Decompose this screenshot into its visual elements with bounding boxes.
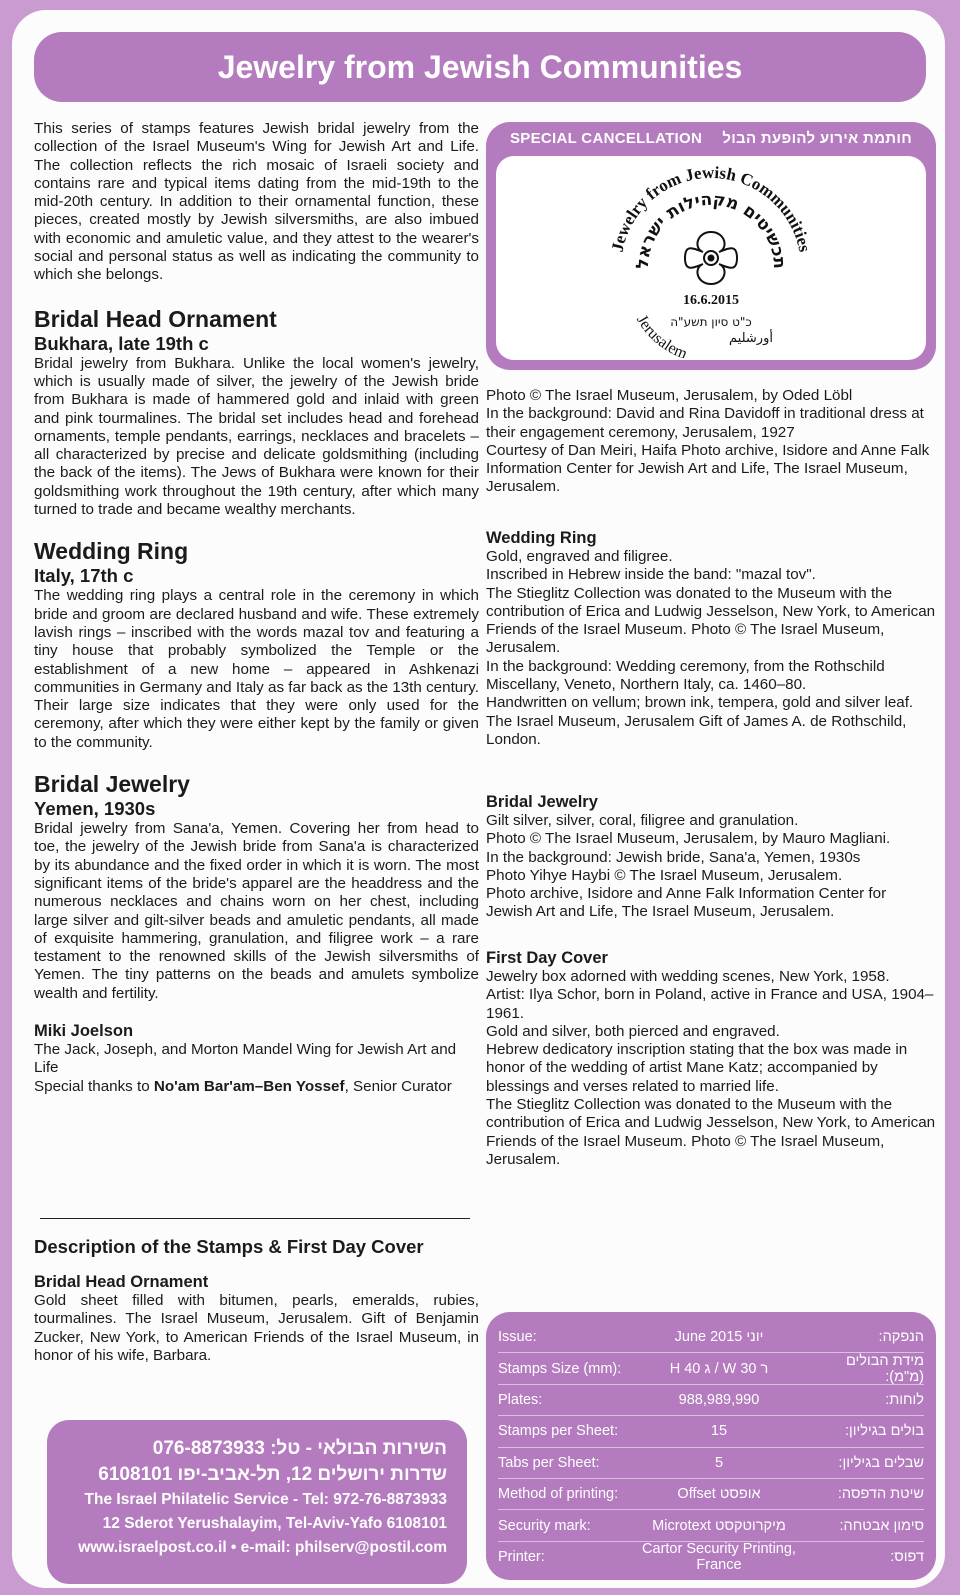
right-section-title: Bridal Jewelry <box>486 793 598 811</box>
info-row-printer: Printer: Cartor Security Printing, France דפוס: <box>498 1541 924 1574</box>
section-text: The wedding ring plays a central role in the ceremony in which bride and groom are declared husband and wife. These extremely lavish rings – inscribed with the words mazal tov and featuring a tiny house that probably symbolized the Temple or the establishment of a new home – appeared in Ashkenazi communities in Germany and Italy as far back as the 13th century. Their large size indicates that they were only used for the ceremony, after which they were either kept by the family or given to the community. <box>34 587 479 751</box>
cancellation-date: 16.6.2015 <box>683 293 739 308</box>
cancellation-title-he: חותמת אירוע להופעת הבול <box>722 130 912 147</box>
section-text: Bridal jewelry from Bukhara. Unlike the local women's jewelry, which is usually made of silver, the jewelry of the Jewish bride from Bukhara is made of hammered gold and inlaid with green and pink tourmalines. The bridal set includes head and forehead ornaments, temple pendants, earrings, necklaces and bracelets – all characterized by precise and delicate goldsmithing (including the back of the items). The Jews of Bukhara were known for their goldsmithing work throughout the 19th century, after which many turned to trade and became wealthy merchants. <box>34 354 479 519</box>
section-text: Bridal jewelry from Sana'a, Yemen. Covering her from head to toe, the jewelry of the Jewish bride from Sana'a is characterized by its abundance and the fixed order in which it is worn. The most significant items of the bride's apparel are the headdress and the numerous necklaces and chains worn on her chest, including large silver and gilt-silver beads and amuletic pendants, all made of exquisite hammering, granulation, and filigree work – a rare testament to the renowned skills of the Jewish silversmiths of Yemen. The tiny patterns on the beads and amulets symbolize wealth and fertility. <box>34 820 479 1002</box>
page-title: Jewelry from Jewish Communities <box>34 32 926 102</box>
section-bridal-jewelry <box>34 770 479 1003</box>
section-subtitle: Bukhara, late 19th c <box>34 332 209 354</box>
service-address: 12 Sderot Yerushalayim, Tel-Aviv-Yafo 6108101 <box>102 1515 447 1532</box>
credits <box>34 1021 479 1096</box>
divider <box>40 1218 470 1219</box>
intro-paragraph: This series of stamps features Jewish bridal jewelry from the collection of the Israel Museum's Wing for Jewish Art and Life. The collection reflects the rich mosaic of Israeli society and contains rare and typical items dating from the mid-19th to the mid-20th century. In addition to their ornamental function, these pieces, created mostly by Jewish silversmiths, are also imbued with economic and amuletic value, and they attest to the wearer's social and personal status as well as indicating the community to which she belongs. <box>34 120 479 284</box>
stamp-bulletin-sheet <box>12 10 945 1588</box>
service-web-email: www.israelpost.co.il • e-mail: philserv@postil.com <box>78 1539 447 1556</box>
info-row-security-mark: Security mark: Microtext מיקרוטקסט סימון אבטחה: <box>498 1510 924 1541</box>
cancellation-title <box>486 122 936 156</box>
section-title: Bridal Head Ornament <box>34 305 277 332</box>
right-section-title: First Day Cover <box>486 949 608 967</box>
cancellation-postmark <box>596 158 826 358</box>
left-column <box>34 110 479 1096</box>
author-name: Miki Joelson <box>34 1021 134 1040</box>
info-row-printing-method: Method of printing: Offset אופסט שיטת הדפסה: <box>498 1479 924 1510</box>
stamps-description <box>34 1236 479 1365</box>
right-section-text: Gilt silver, silver, coral, filigree and granulation. Photo © The Israel Museum, Jerusalem, by Mauro Magliani. In the background: Jewish bride, Sana'a, Yemen, 1930s Photo Yihye Haybi © The Israel Museum, Jerusalem. Photo archive, Isidore and Anne Falk Information Center for Jewish Art and Life, The Israel Museum, Jerusalem. <box>486 812 891 921</box>
service-hebrew-address: שדרות ירושלים 12, תל-אביב-יפו 6108101 <box>98 1464 447 1485</box>
section-title: Wedding Ring <box>34 538 189 565</box>
right-section-title: Wedding Ring <box>486 529 597 547</box>
section-wedding-ring <box>34 537 479 752</box>
description-heading: Description of the Stamps & First Day Cover <box>34 1236 424 1257</box>
thanks-line: Special thanks to No'am Bar'am–Ben Yossef, Senior Curator <box>34 1077 452 1095</box>
city-text-ar: أورشليم <box>729 331 773 346</box>
info-row-issue: Issue: June 2015 יוני הנפקה: <box>498 1322 924 1353</box>
service-phone: The Israel Philatelic Service - Tel: 972-76-8873933 <box>84 1491 447 1508</box>
cancellation-title-en: SPECIAL CANCELLATION <box>510 130 703 147</box>
section-subtitle: Italy, 17th c <box>34 565 134 587</box>
cancellation-panel <box>496 156 926 360</box>
section-subtitle: Yemen, 1930s <box>34 798 156 820</box>
description-item-text: Gold sheet filled with bitumen, pearls, emeralds, rubies, tourmalines. The Israel Museum, Jerusalem. Gift of Benjamin Zucker, New York, to American Friends of the Israel Museum, in honor of his wife, Barbara. <box>34 1292 479 1364</box>
service-hebrew-phone: השירות הבולאי - טל: 076-8873933 <box>152 1438 447 1459</box>
info-row-tabs-per-sheet: Tabs per Sheet: 5 שבלים בגיליון: <box>498 1448 924 1479</box>
section-bridal-head-ornament <box>34 305 479 520</box>
stamp-technical-details <box>486 1312 936 1580</box>
section-title: Bridal Jewelry <box>34 771 190 798</box>
right-section-text: Jewelry box adorned with wedding scenes, New York, 1958. Artist: Ilya Schor, born in Poland, active in France and USA, 1904–1961. Gold and silver, both pierced and engraved. Hebrew dedicatory inscription stating that the box was made in honor of the wedding of artist Mane Katz; accompanied by blessings and verses related to married life. The Stieglitz Collection was donated to the Museum with the contribution of Erica and Ludwig Jesselson, New York, to American Friends of the Israel Museum. Photo © The Israel Museum, Jerusalem. <box>486 968 936 1168</box>
photo-credit: Photo © The Israel Museum, Jerusalem, by Oded Löbl In the background: David and Rina Davidoff in traditional dress at their engagement ceremony, Jerusalem, 1927 Courtesy of Dan Meiri, Haifa Photo archive, Isidore and Anne Falk Information Center for Jewish Art and Life, The Israel Museum, Jerusalem. <box>486 387 930 496</box>
ring-text-en: Jewelry from Jewish Communities <box>607 162 815 254</box>
filigree-ornament-icon <box>685 232 737 284</box>
hebrew-date: כ"ט סיון תשע"ה <box>670 315 752 329</box>
right-wedding-ring <box>486 528 936 749</box>
info-row-plates: Plates: 988,989,990 לוחות: <box>498 1385 924 1416</box>
city-text: Jerusalem <box>633 312 690 358</box>
right-section-text: Gold, engraved and filigree. Inscribed in Hebrew inside the band: "mazal tov". The Stieglitz Collection was donated to the Museum with the contribution of Erica and Ludwig Jesselson, New York, to American Friends of the Israel Museum. Photo © The Israel Museum, Jerusalem. In the background: Wedding ceremony, from the Rothschild Miscellany, Veneto, Northern Italy, ca. 1460–80. Handwritten on vellum; brown ink, tempera, gold and silver leaf. The Israel Museum, Jerusalem Gift of James A. de Rothschild, London. <box>486 548 936 748</box>
info-row-stamps-per-sheet: Stamps per Sheet: 15 בולים בגיליון: <box>498 1416 924 1447</box>
curator-name: No'am Bar'am–Ben Yossef <box>153 1077 345 1095</box>
description-item-title: Bridal Head Ornament <box>34 1273 209 1291</box>
right-first-day-cover <box>486 948 936 1169</box>
wing-name: The Jack, Joseph, and Morton Mandel Wing for Jewish Art and Life <box>34 1040 457 1077</box>
philatelic-service-contact <box>47 1420 467 1584</box>
special-cancellation-box <box>486 122 936 370</box>
info-row-size: Stamps Size (mm): H 40 ג / W 30 ר מידת הבולים (מ"מ): <box>498 1352 924 1385</box>
ring-text-he: תכשיטים מקהילות ישראל <box>632 189 790 270</box>
right-bridal-jewelry <box>486 792 936 922</box>
